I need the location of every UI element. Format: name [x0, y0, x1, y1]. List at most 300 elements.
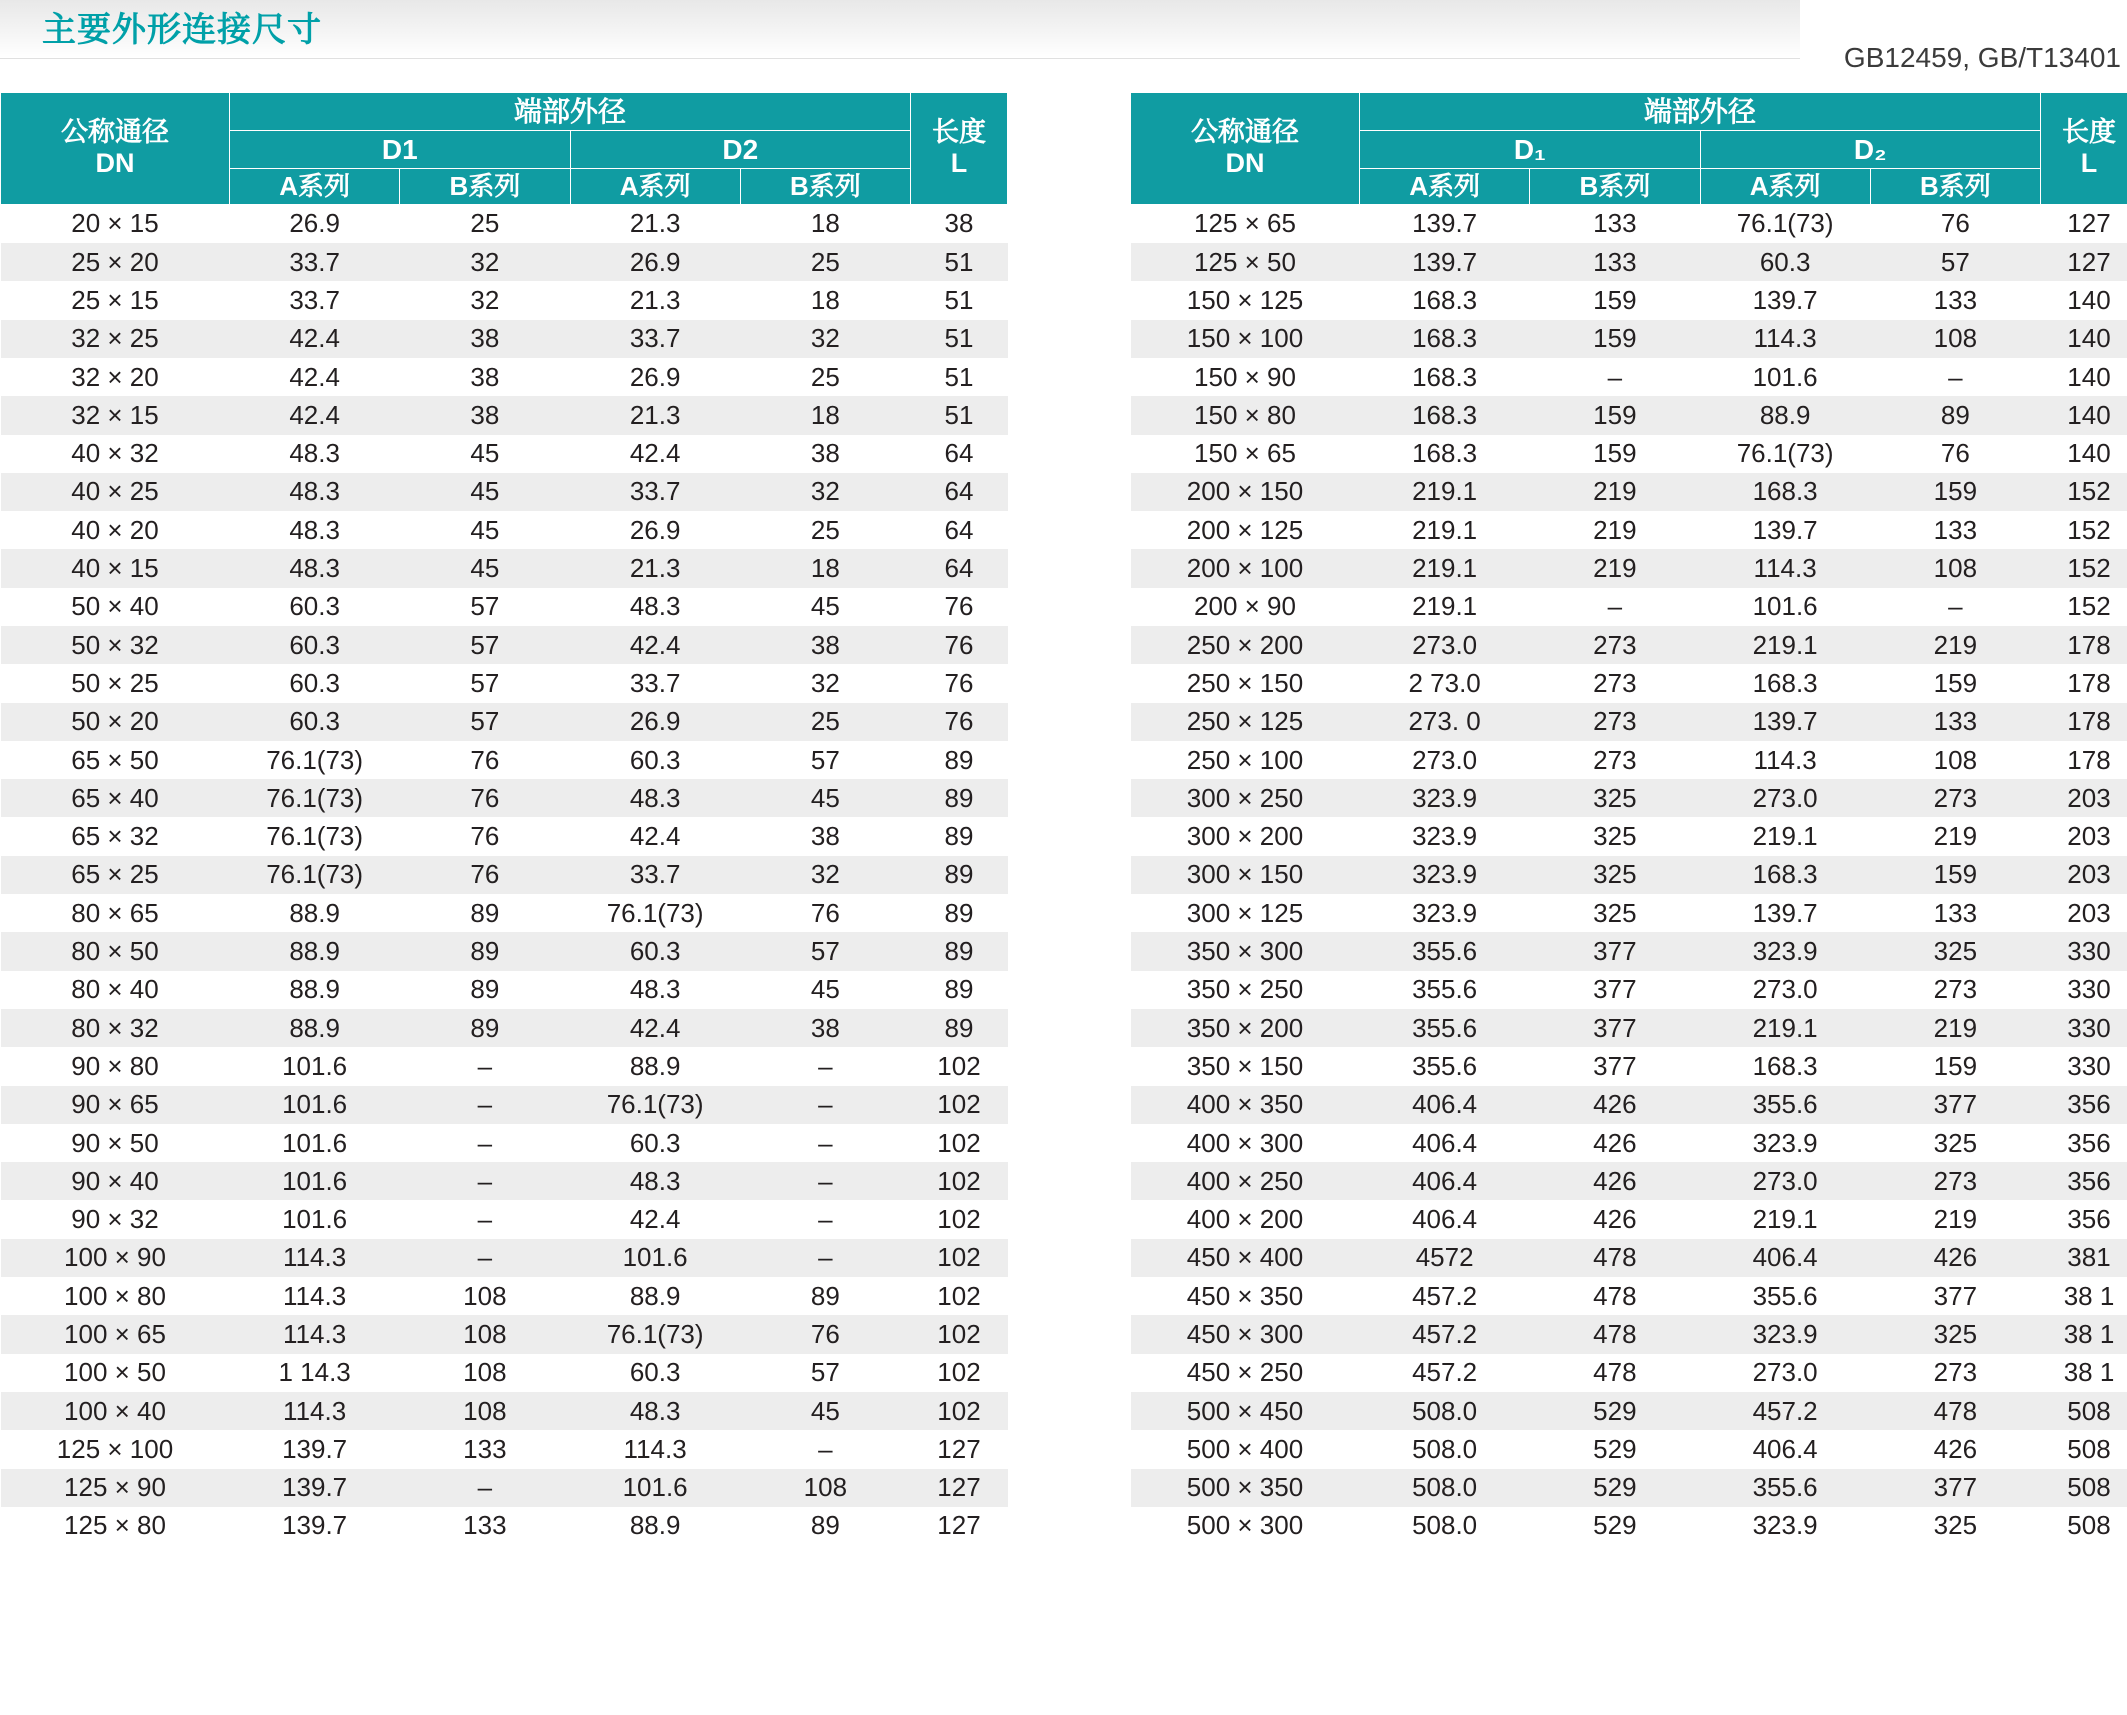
cell-dn: 450 × 350 — [1131, 1277, 1360, 1315]
header-length-line1: 长度 — [932, 116, 986, 147]
cell-d2-b: 478 — [1870, 1392, 2040, 1430]
cell-length: 102 — [911, 1200, 1008, 1238]
cell-d1-a: 101.6 — [230, 1200, 400, 1238]
cell-d2-a: 42.4 — [570, 626, 740, 664]
cell-length: 89 — [911, 817, 1008, 855]
cell-d1-b: 76 — [400, 856, 570, 894]
cell-length: 76 — [911, 664, 1008, 702]
cell-d2-a: 88.9 — [570, 1047, 740, 1085]
cell-d1-a: 323.9 — [1360, 856, 1530, 894]
cell-length: 76 — [911, 703, 1008, 741]
cell-dn: 250 × 100 — [1131, 741, 1360, 779]
cell-d2-a: 139.7 — [1700, 281, 1870, 319]
cell-d1-b: 273 — [1530, 664, 1700, 702]
cell-d1-a: 101.6 — [230, 1162, 400, 1200]
cell-d1-b: 57 — [400, 664, 570, 702]
cell-dn: 500 × 400 — [1131, 1430, 1360, 1468]
cell-d2-b: 133 — [1870, 281, 2040, 319]
cell-d2-b: 18 — [740, 396, 910, 434]
cell-dn: 100 × 50 — [1, 1354, 230, 1392]
cell-d2-b: 25 — [740, 358, 910, 396]
cell-d2-b: – — [740, 1239, 910, 1277]
cell-d1-b: – — [1530, 358, 1700, 396]
cell-d2-b: 426 — [1870, 1430, 2040, 1468]
cell-d2-b: 325 — [1870, 1315, 2040, 1353]
cell-d1-b: 325 — [1530, 779, 1700, 817]
cell-d1-b: 426 — [1530, 1200, 1700, 1238]
cell-dn: 100 × 65 — [1, 1315, 230, 1353]
table-row — [1, 1009, 1008, 1047]
cell-d2-b: 219 — [1870, 1200, 2040, 1238]
cell-d1-a: 114.3 — [230, 1315, 400, 1353]
cell-length: 102 — [911, 1392, 1008, 1430]
cell-d2-b: – — [1870, 588, 2040, 626]
table-row — [1131, 1047, 2127, 1085]
header-row-1 — [1, 93, 1008, 131]
cell-dn: 150 × 100 — [1131, 320, 1360, 358]
cell-d1-a: 323.9 — [1360, 779, 1530, 817]
table-row — [1131, 741, 2127, 779]
table-row — [1, 1239, 1008, 1277]
cell-d2-a: 21.3 — [570, 549, 740, 587]
table-row — [1131, 1086, 2127, 1124]
table-row — [1, 473, 1008, 511]
cell-length: 76 — [911, 626, 1008, 664]
cell-length: 127 — [2041, 204, 2127, 243]
cell-dn: 300 × 200 — [1131, 817, 1360, 855]
cell-d1-a: 323.9 — [1360, 894, 1530, 932]
cell-d1-a: 457.2 — [1360, 1315, 1530, 1353]
cell-dn: 400 × 250 — [1131, 1162, 1360, 1200]
cell-d2-a: 42.4 — [570, 1009, 740, 1047]
table-row — [1, 664, 1008, 702]
cell-d2-b: 133 — [1870, 894, 2040, 932]
table-row — [1131, 358, 2127, 396]
cell-d1-a: 139.7 — [230, 1430, 400, 1468]
table-row — [1, 779, 1008, 817]
cell-dn: 32 × 15 — [1, 396, 230, 434]
cell-d2-a: 219.1 — [1700, 626, 1870, 664]
cell-d1-b: 133 — [400, 1507, 570, 1545]
header-dn-line2: DN — [1225, 148, 1265, 179]
cell-d2-a: 355.6 — [1700, 1086, 1870, 1124]
table-row — [1131, 396, 2127, 434]
cell-length: 51 — [911, 243, 1008, 281]
cell-d1-b: – — [400, 1239, 570, 1277]
cell-dn: 65 × 40 — [1, 779, 230, 817]
cell-length: 203 — [2041, 894, 2127, 932]
cell-length: 76 — [911, 588, 1008, 626]
cell-d1-b: 133 — [1530, 243, 1700, 281]
cell-d2-b: 25 — [740, 703, 910, 741]
cell-length: 140 — [2041, 396, 2127, 434]
cell-dn: 90 × 50 — [1, 1124, 230, 1162]
cell-d1-b: 377 — [1530, 932, 1700, 970]
cell-length: 203 — [2041, 817, 2127, 855]
cell-d2-a: 273.0 — [1700, 1162, 1870, 1200]
cell-d1-b: 273 — [1530, 741, 1700, 779]
cell-length: 89 — [911, 741, 1008, 779]
table-row — [1, 817, 1008, 855]
table-row — [1, 435, 1008, 473]
cell-d1-a: 168.3 — [1360, 435, 1530, 473]
cell-d2-a: 88.9 — [570, 1507, 740, 1545]
cell-d2-a: 101.6 — [570, 1469, 740, 1507]
cell-dn: 400 × 350 — [1131, 1086, 1360, 1124]
cell-d2-b: 108 — [1870, 549, 2040, 587]
cell-d1-b: 89 — [400, 894, 570, 932]
cell-d1-a: 60.3 — [230, 588, 400, 626]
table-row — [1131, 549, 2127, 587]
table-row — [1131, 320, 2127, 358]
header-d2-series-b: B系列 — [740, 169, 910, 205]
cell-length: 152 — [2041, 473, 2127, 511]
cell-dn: 350 × 150 — [1131, 1047, 1360, 1085]
cell-d2-a: 168.3 — [1700, 856, 1870, 894]
header-length — [2041, 93, 2127, 205]
cell-length: 89 — [911, 894, 1008, 932]
cell-d2-b: 273 — [1870, 779, 2040, 817]
table-row — [1131, 1200, 2127, 1238]
cell-d2-b: 45 — [740, 1392, 910, 1430]
table-row — [1, 320, 1008, 358]
cell-dn: 125 × 100 — [1, 1430, 230, 1468]
cell-length: 330 — [2041, 1009, 2127, 1047]
cell-d2-a: 76.1(73) — [1700, 435, 1870, 473]
cell-dn: 450 × 400 — [1131, 1239, 1360, 1277]
cell-d1-a: 355.6 — [1360, 932, 1530, 970]
cell-length: 89 — [911, 856, 1008, 894]
cell-d1-b: 89 — [400, 971, 570, 1009]
dimensions-table-right — [1130, 92, 2127, 1545]
cell-d2-b: 25 — [740, 243, 910, 281]
cell-length: 64 — [911, 511, 1008, 549]
cell-d1-b: 32 — [400, 243, 570, 281]
cell-dn: 250 × 150 — [1131, 664, 1360, 702]
cell-d2-b: 159 — [1870, 473, 2040, 511]
cell-d1-b: 76 — [400, 741, 570, 779]
cell-d1-a: 323.9 — [1360, 817, 1530, 855]
cell-length: 64 — [911, 473, 1008, 511]
cell-d2-a: 26.9 — [570, 703, 740, 741]
cell-dn: 20 × 15 — [1, 204, 230, 243]
cell-d2-a: 21.3 — [570, 281, 740, 319]
cell-length: 330 — [2041, 1047, 2127, 1085]
cell-length: 140 — [2041, 358, 2127, 396]
table-row — [1131, 1430, 2127, 1468]
cell-d1-a: 60.3 — [230, 626, 400, 664]
cell-d1-a: 1 14.3 — [230, 1354, 400, 1392]
cell-d2-a: 168.3 — [1700, 1047, 1870, 1085]
cell-d2-b: 45 — [740, 779, 910, 817]
cell-d1-a: 219.1 — [1360, 588, 1530, 626]
cell-d2-b: 219 — [1870, 1009, 2040, 1047]
cell-length: 178 — [2041, 741, 2127, 779]
cell-dn: 125 × 90 — [1, 1469, 230, 1507]
table-row — [1131, 703, 2127, 741]
cell-d2-a: 33.7 — [570, 664, 740, 702]
cell-dn: 150 × 90 — [1131, 358, 1360, 396]
table-row — [1, 932, 1008, 970]
table-row — [1131, 664, 2127, 702]
header-length-line2: L — [2080, 148, 2098, 179]
cell-d2-a: 219.1 — [1700, 1200, 1870, 1238]
table-row — [1131, 779, 2127, 817]
cell-d2-b: 32 — [740, 320, 910, 358]
table-row — [1, 243, 1008, 281]
cell-dn: 350 × 200 — [1131, 1009, 1360, 1047]
cell-dn: 65 × 32 — [1, 817, 230, 855]
cell-d1-b: 426 — [1530, 1162, 1700, 1200]
table-row — [1131, 204, 2127, 243]
cell-d2-b: 45 — [740, 588, 910, 626]
cell-d2-b: 32 — [740, 473, 910, 511]
cell-d2-b: 45 — [740, 971, 910, 1009]
cell-d1-b: 219 — [1530, 473, 1700, 511]
cell-d2-a: 219.1 — [1700, 817, 1870, 855]
table-row — [1131, 817, 2127, 855]
cell-dn: 50 × 20 — [1, 703, 230, 741]
dimensions-table-left — [0, 92, 1008, 1545]
cell-d1-a: 114.3 — [230, 1392, 400, 1430]
cell-d2-a: 406.4 — [1700, 1430, 1870, 1468]
cell-d1-b: 426 — [1530, 1124, 1700, 1162]
cell-d2-a: 42.4 — [570, 1200, 740, 1238]
cell-d2-a: 76.1(73) — [570, 1086, 740, 1124]
cell-d2-a: 60.3 — [570, 932, 740, 970]
cell-d2-b: 18 — [740, 549, 910, 587]
cell-d1-b: 38 — [400, 358, 570, 396]
table-row — [1, 856, 1008, 894]
cell-dn: 150 × 80 — [1131, 396, 1360, 434]
cell-length: 381 — [2041, 1239, 2127, 1277]
cell-d1-b: 478 — [1530, 1315, 1700, 1353]
cell-d2-b: 18 — [740, 281, 910, 319]
header-d2-series-a: A系列 — [570, 169, 740, 205]
cell-length: 127 — [2041, 243, 2127, 281]
cell-d1-a: 60.3 — [230, 664, 400, 702]
cell-length: 203 — [2041, 779, 2127, 817]
cell-d1-a: 76.1(73) — [230, 856, 400, 894]
header-d1-series-a: A系列 — [1360, 169, 1530, 205]
cell-d1-b: 45 — [400, 511, 570, 549]
cell-d1-b: 45 — [400, 549, 570, 587]
cell-d1-a: 101.6 — [230, 1086, 400, 1124]
cell-d1-b: 89 — [400, 1009, 570, 1047]
cell-length: 38 1 — [2041, 1315, 2127, 1353]
cell-d1-b: 57 — [400, 588, 570, 626]
cell-d1-b: 108 — [400, 1277, 570, 1315]
cell-dn: 50 × 32 — [1, 626, 230, 664]
cell-d1-b: 38 — [400, 320, 570, 358]
cell-length: 51 — [911, 358, 1008, 396]
cell-d2-b: 38 — [740, 626, 910, 664]
cell-length: 102 — [911, 1239, 1008, 1277]
right-table-wrapper — [1130, 92, 2127, 1545]
cell-d1-a: 88.9 — [230, 1009, 400, 1047]
cell-length: 89 — [911, 932, 1008, 970]
cell-d1-a: 168.3 — [1360, 281, 1530, 319]
cell-d2-b: 159 — [1870, 664, 2040, 702]
cell-d2-b: 76 — [1870, 204, 2040, 243]
cell-length: 89 — [911, 1009, 1008, 1047]
header-dn — [1131, 93, 1360, 205]
cell-length: 508 — [2041, 1469, 2127, 1507]
cell-d2-a: 33.7 — [570, 320, 740, 358]
cell-d2-a: 139.7 — [1700, 703, 1870, 741]
cell-length: 38 1 — [2041, 1354, 2127, 1392]
cell-d2-b: 89 — [1870, 396, 2040, 434]
cell-d2-a: 42.4 — [570, 817, 740, 855]
cell-d1-b: 133 — [1530, 204, 1700, 243]
cell-dn: 80 × 40 — [1, 971, 230, 1009]
cell-d1-a: 26.9 — [230, 204, 400, 243]
cell-d1-b: 159 — [1530, 320, 1700, 358]
cell-d2-b: 325 — [1870, 932, 2040, 970]
cell-d1-a: 76.1(73) — [230, 817, 400, 855]
table-row — [1, 1277, 1008, 1315]
cell-d1-b: 57 — [400, 703, 570, 741]
header-dn-line2: DN — [95, 148, 135, 179]
cell-d2-b: 325 — [1870, 1124, 2040, 1162]
table-row — [1131, 1507, 2127, 1545]
table-row — [1131, 856, 2127, 894]
cell-length: 89 — [911, 971, 1008, 1009]
cell-d1-a: 406.4 — [1360, 1162, 1530, 1200]
cell-d2-b: 273 — [1870, 971, 2040, 1009]
cell-d2-a: 323.9 — [1700, 1124, 1870, 1162]
table-row — [1131, 473, 2127, 511]
cell-d1-a: 406.4 — [1360, 1200, 1530, 1238]
header-d2: D₂ — [1700, 131, 2041, 169]
cell-d1-b: 57 — [400, 626, 570, 664]
cell-d1-a: 508.0 — [1360, 1507, 1530, 1545]
cell-d2-b: 108 — [740, 1469, 910, 1507]
cell-dn: 80 × 65 — [1, 894, 230, 932]
table-row — [1, 1469, 1008, 1507]
cell-d2-a: 168.3 — [1700, 664, 1870, 702]
cell-d1-a: 508.0 — [1360, 1469, 1530, 1507]
cell-d2-b: 89 — [740, 1277, 910, 1315]
header-outer-diameter: 端部外径 — [1360, 93, 2041, 131]
cell-dn: 25 × 15 — [1, 281, 230, 319]
cell-d2-b: 89 — [740, 1507, 910, 1545]
cell-d1-a: 114.3 — [230, 1239, 400, 1277]
cell-d1-a: 406.4 — [1360, 1086, 1530, 1124]
cell-d1-a: 219.1 — [1360, 549, 1530, 587]
cell-length: 356 — [2041, 1124, 2127, 1162]
page-title: 主要外形连接尺寸 — [42, 11, 322, 49]
table-row — [1, 626, 1008, 664]
cell-d1-b: 325 — [1530, 817, 1700, 855]
cell-d1-b: 478 — [1530, 1277, 1700, 1315]
cell-d1-a: 101.6 — [230, 1124, 400, 1162]
cell-d2-b: – — [740, 1047, 910, 1085]
cell-d2-a: 323.9 — [1700, 1315, 1870, 1353]
cell-length: 127 — [911, 1469, 1008, 1507]
cell-d1-a: 219.1 — [1360, 473, 1530, 511]
cell-d2-b: 25 — [740, 511, 910, 549]
table-row — [1, 1124, 1008, 1162]
cell-dn: 450 × 250 — [1131, 1354, 1360, 1392]
cell-d2-a: 33.7 — [570, 856, 740, 894]
table-row — [1131, 1277, 2127, 1315]
table-row — [1, 894, 1008, 932]
cell-d1-a: 273. 0 — [1360, 703, 1530, 741]
table-row — [1, 1430, 1008, 1468]
cell-d2-a: 88.9 — [570, 1277, 740, 1315]
cell-length: 330 — [2041, 971, 2127, 1009]
cell-d2-a: 114.3 — [570, 1430, 740, 1468]
cell-d1-a: 88.9 — [230, 971, 400, 1009]
cell-d1-a: 273.0 — [1360, 741, 1530, 779]
cell-d1-b: 32 — [400, 281, 570, 319]
cell-d1-a: 88.9 — [230, 894, 400, 932]
table-row — [1, 741, 1008, 779]
cell-d2-b: 32 — [740, 856, 910, 894]
cell-dn: 40 × 15 — [1, 549, 230, 587]
cell-dn: 100 × 40 — [1, 1392, 230, 1430]
cell-d2-a: 21.3 — [570, 204, 740, 243]
header-length-line2: L — [950, 148, 968, 179]
cell-dn: 400 × 200 — [1131, 1200, 1360, 1238]
cell-d1-a: 88.9 — [230, 932, 400, 970]
cell-d1-b: 159 — [1530, 435, 1700, 473]
cell-d2-b: 133 — [1870, 703, 2040, 741]
cell-d2-a: 114.3 — [1700, 741, 1870, 779]
cell-length: 152 — [2041, 511, 2127, 549]
table-row — [1131, 932, 2127, 970]
cell-d1-a: 42.4 — [230, 320, 400, 358]
cell-d1-b: 45 — [400, 473, 570, 511]
cell-d2-a: 60.3 — [570, 1124, 740, 1162]
cell-d2-a: 114.3 — [1700, 320, 1870, 358]
cell-d2-b: 76 — [740, 1315, 910, 1353]
cell-length: 127 — [911, 1430, 1008, 1468]
cell-d1-b: 76 — [400, 817, 570, 855]
cell-d2-a: 101.6 — [1700, 588, 1870, 626]
cell-d1-a: 48.3 — [230, 511, 400, 549]
table-row — [1131, 1009, 2127, 1047]
cell-dn: 25 × 20 — [1, 243, 230, 281]
header-length — [911, 93, 1008, 205]
cell-d2-b: – — [740, 1430, 910, 1468]
table-row — [1, 1086, 1008, 1124]
cell-length: 140 — [2041, 435, 2127, 473]
cell-d1-a: 101.6 — [230, 1047, 400, 1085]
header-outer-diameter: 端部外径 — [230, 93, 911, 131]
cell-d2-a: 76.1(73) — [570, 894, 740, 932]
cell-length: 102 — [911, 1162, 1008, 1200]
cell-d2-b: 38 — [740, 1009, 910, 1047]
cell-dn: 300 × 250 — [1131, 779, 1360, 817]
cell-d2-a: 219.1 — [1700, 1009, 1870, 1047]
table-row — [1, 1507, 1008, 1545]
cell-d2-b: 108 — [1870, 320, 2040, 358]
cell-d2-b: 377 — [1870, 1086, 2040, 1124]
cell-d1-a: 48.3 — [230, 549, 400, 587]
table-row — [1, 1162, 1008, 1200]
cell-d1-b: 219 — [1530, 511, 1700, 549]
cell-d2-b: 76 — [1870, 435, 2040, 473]
cell-length: 102 — [911, 1047, 1008, 1085]
cell-d2-b: – — [740, 1162, 910, 1200]
cell-d1-b: – — [400, 1047, 570, 1085]
cell-d1-b: 273 — [1530, 703, 1700, 741]
cell-d1-b: 76 — [400, 779, 570, 817]
cell-d1-b: 38 — [400, 396, 570, 434]
cell-length: 102 — [911, 1124, 1008, 1162]
